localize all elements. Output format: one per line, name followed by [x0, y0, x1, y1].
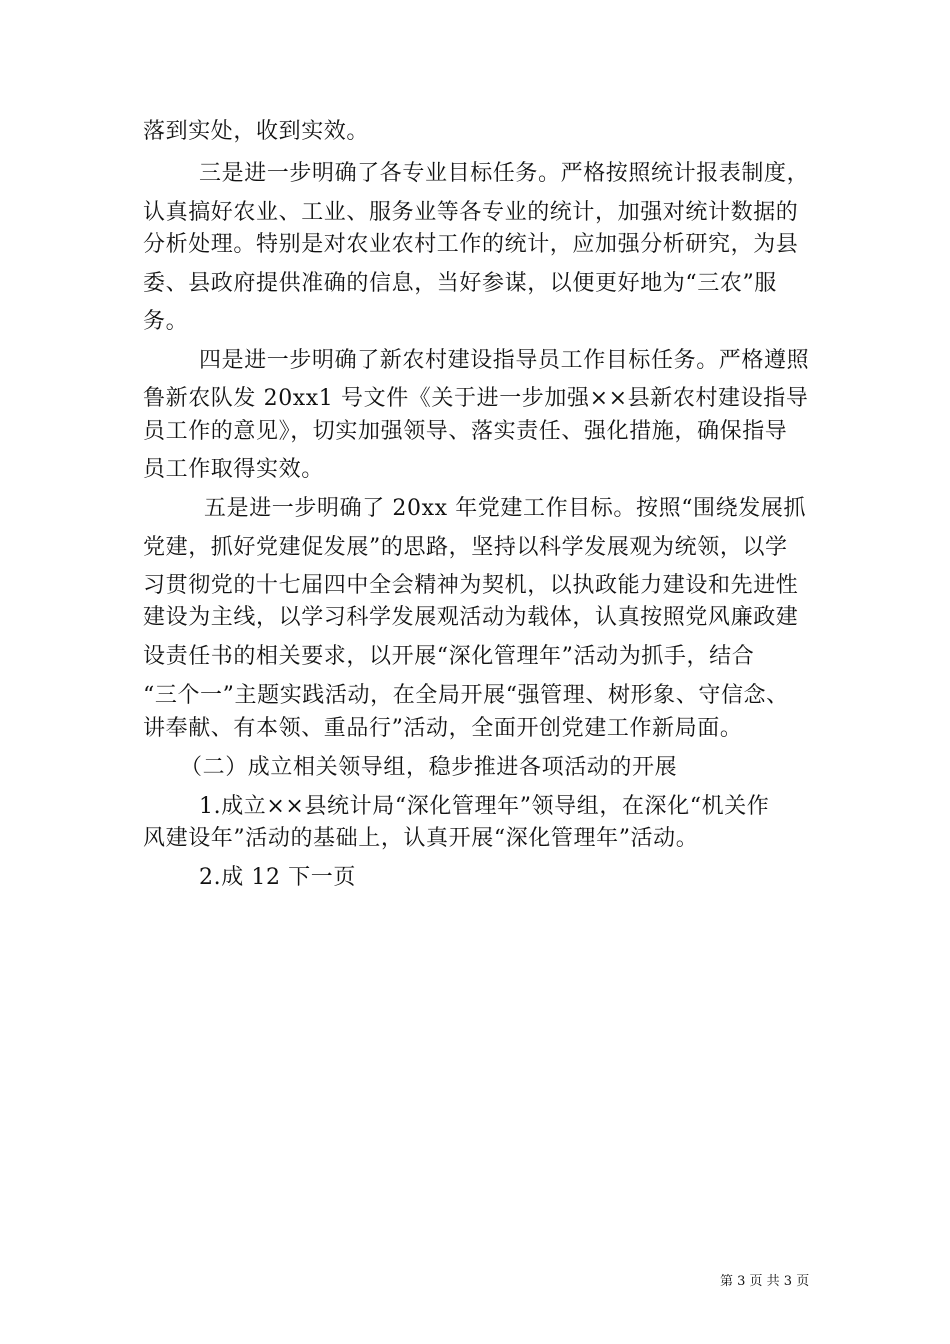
text-line: 讲奉献、有本领、重品行”活动，全面开创党建工作新局面。	[143, 716, 743, 741]
text-line: 1.成立××县统计局“深化管理年”领导组，在深化“机关作	[199, 794, 770, 819]
text-line: 员工作取得实效。	[143, 457, 324, 482]
text-line: 三是进一步明确了各专业目标任务。严格按照统计报表制度，	[199, 161, 810, 186]
text-line: 2.成 12 下一页	[199, 865, 356, 890]
text-line: 员工作的意见》，切实加强领导、落实责任、强化措施，确保指导	[143, 419, 788, 444]
text-line: “三个一”主题实践活动，在全局开展“强管理、树形象、守信念、	[143, 683, 789, 708]
text-line: 认真搞好农业、工业、服务业等各专业的统计，加强对统计数据的	[143, 200, 799, 225]
text-line: 分析处理。特别是对农业农村工作的统计，应加强分析研究，为县	[143, 232, 799, 257]
text-line: 设责任书的相关要求，以开展“深化管理年”活动为抓手，结合	[143, 644, 755, 669]
text-line: 党建，抓好党建促发展”的思路，坚持以科学发展观为统领，以学	[143, 535, 788, 560]
text-line: 四是进一步明确了新农村建设指导员工作目标任务。严格遵照	[199, 348, 810, 373]
text-line: 建设为主线，以学习科学发展观活动为载体，认真按照党风廉政建	[143, 605, 799, 630]
text-line: 风建设年”活动的基础上，认真开展“深化管理年”活动。	[143, 826, 699, 851]
text-line: 五是进一步明确了 20xx 年党建工作目标。按照“围绕发展抓	[204, 496, 807, 521]
section-heading: （二）成立相关领导组，稳步推进各项活动的开展	[180, 755, 678, 780]
text-line: 务。	[143, 309, 189, 334]
text-line: 委、县政府提供准确的信息，当好参谋，以便更好地为“三农”服	[143, 271, 777, 296]
page-number-footer: 第 3 页 共 3 页	[720, 1274, 810, 1289]
text-line: 落到实处，收到实效。	[143, 119, 370, 144]
text-line: 鲁新农队发 20xx1 号文件《关于进一步加强××县新农村建设指导	[143, 386, 809, 411]
text-line: 习贯彻党的十七届四中全会精神为契机，以执政能力建设和先进性	[143, 573, 799, 598]
